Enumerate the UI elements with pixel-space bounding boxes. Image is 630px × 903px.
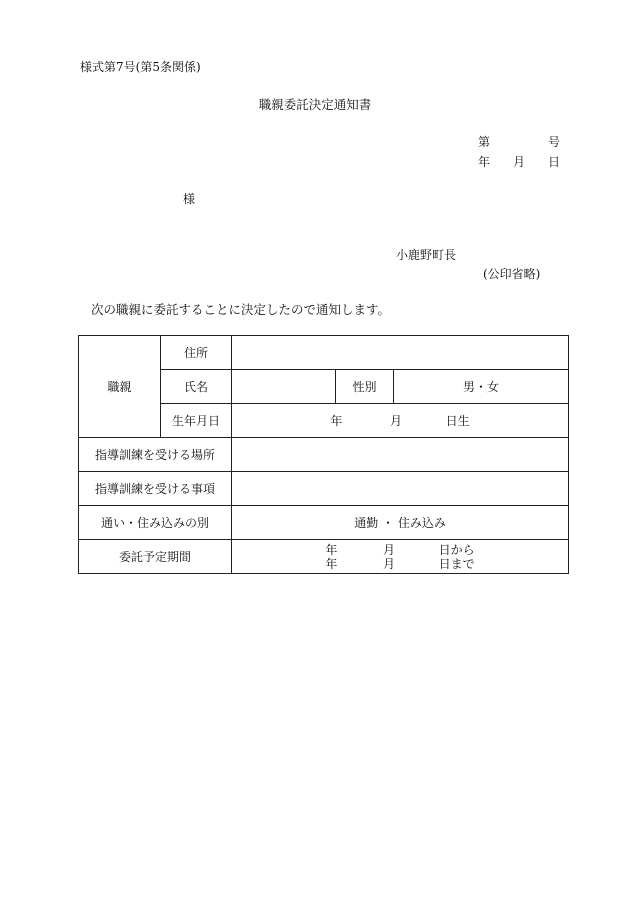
gender-value: 男・女 bbox=[394, 370, 569, 404]
table-row-training-matters bbox=[79, 472, 569, 506]
period-start-line bbox=[232, 543, 568, 557]
issue-date-year: 年 bbox=[478, 155, 491, 169]
gender-label: 性別 bbox=[336, 370, 394, 404]
document-number-suffix: 号 bbox=[548, 135, 561, 149]
period-end-day: 日まで bbox=[438, 556, 475, 571]
training-matters-label: 指導訓練を受ける事項 bbox=[79, 472, 232, 506]
table-row-commute bbox=[79, 506, 569, 540]
form-number: 様式第7号(第5条関係) bbox=[80, 60, 201, 74]
period-end-month: 月 bbox=[383, 556, 396, 571]
shokuoya-label: 職親 bbox=[79, 336, 161, 438]
birth-year-label: 年 bbox=[330, 414, 343, 428]
address-label: 住所 bbox=[161, 336, 232, 370]
period-end-line bbox=[232, 557, 568, 571]
recipient-honorific: 様 bbox=[183, 192, 196, 206]
details-table bbox=[78, 335, 569, 574]
birth-day-label: 日生 bbox=[445, 414, 470, 428]
birthdate-label: 生年月日 bbox=[161, 404, 232, 438]
training-matters-value-cell bbox=[232, 472, 569, 506]
table-row-training-place bbox=[79, 438, 569, 472]
commute-label: 通い・住み込みの別 bbox=[79, 506, 232, 540]
document-title: 職親委託決定通知書 bbox=[258, 97, 372, 112]
training-place-label: 指導訓練を受ける場所 bbox=[79, 438, 232, 472]
issue-date-day: 日 bbox=[548, 155, 561, 169]
intro-text: 次の職親に委託することに決定したので通知します。 bbox=[91, 302, 391, 317]
birth-month-label: 月 bbox=[390, 414, 403, 428]
training-place-value-cell bbox=[232, 438, 569, 472]
issuer-name: 小鹿野町長 bbox=[396, 248, 457, 262]
document-number-prefix: 第 bbox=[478, 135, 491, 149]
period-value-cell bbox=[232, 540, 569, 574]
issue-date-month: 月 bbox=[513, 155, 526, 169]
period-start-month: 月 bbox=[383, 542, 396, 557]
name-value-cell bbox=[232, 370, 336, 404]
period-start-day: 日から bbox=[438, 542, 475, 557]
period-label: 委託予定期間 bbox=[79, 540, 232, 574]
address-value-cell bbox=[232, 336, 569, 370]
period-end-year: 年 bbox=[325, 556, 338, 571]
name-label: 氏名 bbox=[161, 370, 232, 404]
table-row-period bbox=[79, 540, 569, 574]
seal-note: (公印省略) bbox=[483, 267, 541, 281]
period-start-year: 年 bbox=[325, 542, 338, 557]
commute-value: 通勤 ・ 住み込み bbox=[232, 506, 569, 540]
birthdate-value-cell bbox=[232, 404, 569, 438]
table-row-address bbox=[79, 336, 569, 370]
